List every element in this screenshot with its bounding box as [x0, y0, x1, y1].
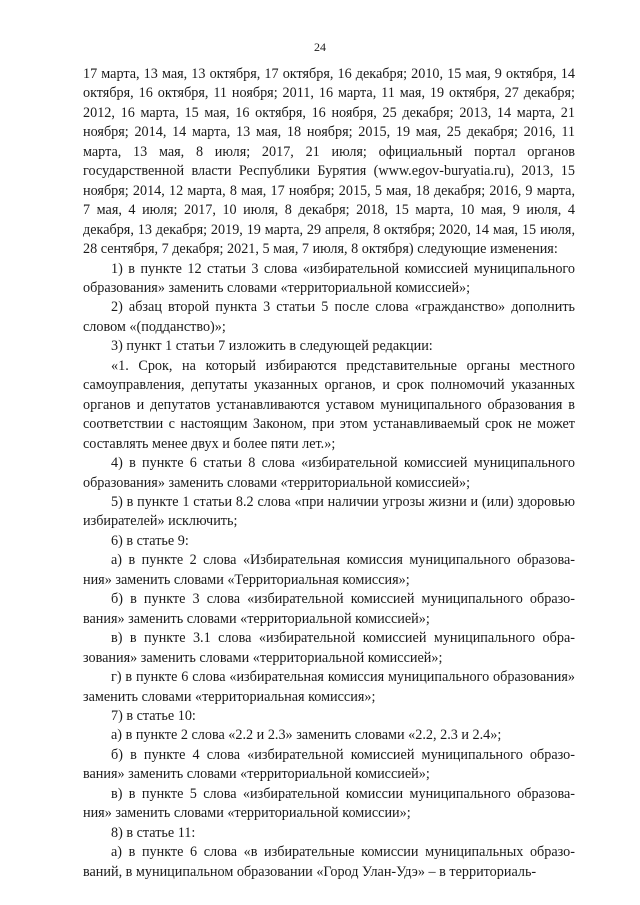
paragraph-item-7a: а) в пункте 2 слова «2.2 и 2.3» заменить словами «2.2, 2.3 и 2.4»; [111, 727, 502, 744]
paragraph-item-2: 2) абзац второй пункта 3 статьи 5 после слова «гражданство» дополнить словом «(подданство)»; [83, 299, 575, 335]
paragraph-item-6g: г) в пункте 6 слова «избирательная комиссия муниципального образования» заменить словами «территориальная комиссия»; [83, 669, 575, 705]
paragraph-item-6b: б) в пункте 3 слова «избирательной комиссией муниципального образования» заменить словами «территориальной комиссией»; [83, 591, 575, 627]
paragraph-quote-article-7: «1. Срок, на который избираются представительные органы местного самоуправления, депутаты указанных органов, и срок полномочий указанных органов и депутатов устанавливаются уставом муниципального образования в соответствии с настоящим Законом, при этом устанавливаемый срок не может составлять менее двух и более пяти лет.»; [83, 357, 575, 452]
paragraph-item-8a: а) в пункте 6 слова «в избирательные комиссии муниципальных образований, в муниципальном образовании «Город Улан-Удэ» – в территориаль- [83, 844, 575, 880]
paragraph-dates-list: 17 марта, 13 мая, 13 октября, 17 октября, 16 декабря; 2010, 15 мая, 9 октября, 14 октября, 16 октября, 11 ноября; 2011, 16 марта, 11 мая, 19 октября, 27 декабря; 2012, 16 марта, 15 мая, 16 октября, 16 ноября, 25 декабря; 2013, 14 марта, 21 ноября; 2014, 14 марта, 13 мая, 18 ноября; 2015, 19 мая, 25 декабря; 2016, 11 марта, 13 мая, 8 июля; 2017, 21 июля; официальный портал органов государственной власти Республики Бурятия (www.egov-buryatia.ru), 2013, 15 ноября; 2014, 12 марта, 8 мая, 17 ноября; 2015, 5 мая, 18 декабря; 2016, 9 марта, 7 мая, 4 июля; 2017, 10 июля, 8 декабря; 2018, 15 марта, 10 мая, 9 июля, 4 декабря, 13 декабря; 2019, 19 марта, 29 апреля, 8 октября; 2020, 14 мая, 15 июля, 28 сентября, 7 декабря; 2021, 5 мая, 7 июля, 8 октября) следующие изменения: [83, 66, 575, 258]
paragraph-item-7v: в) в пункте 5 слова «избирательной комиссии муниципального образования» заменить словами «территориальной комиссии»; [83, 785, 575, 822]
paragraph-item-7b: б) в пункте 4 слова «избирательной комиссией муниципального образования» заменить словами «территориальной комиссией»; [83, 746, 575, 783]
document-body [83, 65, 575, 882]
paragraph-item-8: 8) в статье 11: [111, 824, 196, 841]
paragraph-item-6a: а) в пункте 2 слова «Избирательная комиссия муниципального образования» заменить словами «Территориальная комиссия»; [83, 552, 575, 588]
paragraph-item-3: 3) пункт 1 статьи 7 изложить в следующей редакции: [111, 338, 433, 355]
paragraph-item-5: 5) в пункте 1 статьи 8.2 слова «при наличии угрозы жизни и (или) здоровью избирателей» исключить; [83, 493, 575, 530]
paragraph-item-7: 7) в статье 10: [111, 707, 196, 724]
page-number: 24 [314, 40, 326, 54]
paragraph-item-1: 1) в пункте 12 статьи 3 слова «избирательной комиссией муниципального образования» заменить словами «территориальной комиссией»; [83, 260, 575, 296]
paragraph-item-6v: в) в пункте 3.1 слова «избирательной комиссией муниципального образования» заменить словами «территориальной комиссией»; [83, 630, 575, 666]
paragraph-item-4: 4) в пункте 6 статьи 8 слова «избирательной комиссией муниципального образования» заменить словами «территориальной комиссией»; [83, 455, 575, 491]
paragraph-item-6: 6) в статье 9: [111, 532, 189, 549]
